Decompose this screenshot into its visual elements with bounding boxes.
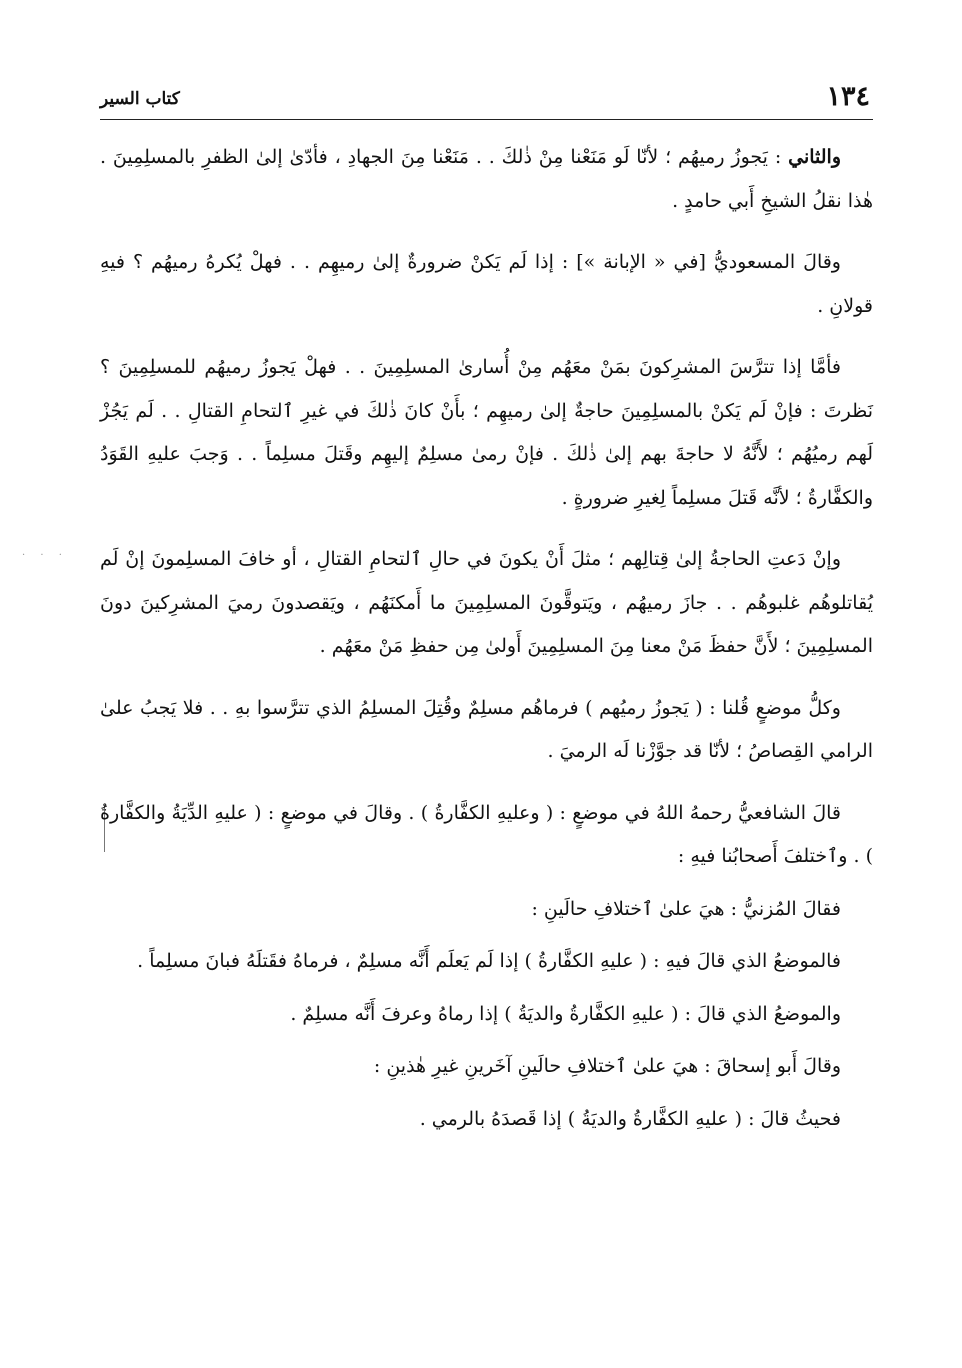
page-number: ١٣٤ xyxy=(826,81,870,112)
paragraph: فقالَ المُزنيُّ : هيَ علىٰ ٱختلافِ حالَينِ : xyxy=(531,897,841,920)
paragraph: وقالَ أَبو إسحاقَ : هيَ علىٰ ٱختلافِ حالَينِ آخَرينِ غيرِ هٰذينِ : xyxy=(373,1055,841,1077)
running-title: كتاب السير xyxy=(100,89,180,109)
paragraph: والموضعُ الذي قالَ : ( عليهِ الكفَّارةُ والديَةُ ) إذا رماهُ وعرفَ أَنَّه مسلِمٌ . xyxy=(290,1002,841,1025)
paragraph: فحيثُ قالَ : ( عليهِ الكفَّارةُ والديَةُ ) إذا قَصدَهُ بالرمي . xyxy=(419,1107,841,1130)
paragraph: فأمَّا إذا تترَّسَ المشرِكونَ بمَنْ معَهُم مِنْ أُسارىٰ المسلِمِينَ . . فهلْ يَجوزُ رميهُم للمسلِمِينَ ؟ نَظرتَ : فإنْ لَم يَكنْ بالمسلِمِينَ حاجةٌ إلىٰ رميهِم ؛ بأَنْ كانَ ذٰلكَ في غيرِ ٱلتحامِ القتالِ . . لَم يَجُزْ لَهم رميُهُم ؛ لأَنَّهُ لا حاجةَ بهم إلىٰ ذٰلكَ . فإنْ رمىٰ مسلِمٌ إليهِم وقَتلَ مسلِماً . . وَجبَ عليهِ القَوَدُ والكفَّارةُ ؛ لأنَّه قَتلَ مسلِماً لِغيرِ ضرورةٍ . xyxy=(100,356,873,509)
paragraph xyxy=(100,136,873,223)
paragraph: وكلُّ موضعٍ قُلنا : ( يَجوزُ رميُهم ) فرماهُم مسلِمٌ وقُتِلَ المسلِمُ الذي تترَّسوا بهِ . . فلا يَجبُ علىٰ الرامي القِصاصُ ؛ لأنّا قد جوَّزْنا لَه الرميَ . xyxy=(100,696,873,762)
paragraph: فالموضعُ الذي قالَ فيهِ : ( عليهِ الكفَّارةُ ) إذا لَم يَعلَم أَنَّه مسلِمٌ ، فرماهُ فقَتلَهُ فبانَ مسلِماً . xyxy=(137,950,841,972)
body-text xyxy=(100,136,873,1150)
paragraph-lead: والثاني xyxy=(788,146,841,168)
header-rule xyxy=(100,119,873,120)
paragraph-text: : يَجوزُ رميهُم ؛ لأنّا لَو مَنَعْنا مِنْ ذٰلكَ . . مَنَعْنا مِنَ الجهادِ ، فأدّىٰ إلىٰ الظفرِ بالمسلِمِينَ . هٰذا نقلُ الشيخِ أَبي حامدٍ . xyxy=(100,146,873,212)
scan-artifact: · · · xyxy=(22,550,68,561)
page-header xyxy=(100,82,870,116)
paragraph: وإنْ دَعتِ الحاجةُ إلىٰ قِتالِهم ؛ مثلَ أَنْ يكونَ في حالِ ٱلتحامِ القتالِ ، أو خافَ المسلِمونَ إنْ لَم يُقاتلوهُم غلبوهُم . . جازَ رميهُم ، ويَتوقَّونَ المسلِمِينَ ما أَمكنَهُم ، ويَقصدونَ رميَ المشرِكينَ دونَ المسلِمِينَ ؛ لأَنَّ حفظَ مَنْ معنا مِنَ المسلِمِينَ أَولىٰ مِن حفظِ مَنْ معَهُم . xyxy=(100,548,873,657)
paragraph: قالَ الشافعيُّ رحمهُ اللهُ في موضعٍ : ( وعليهِ الكفَّارةُ ) . وقالَ في موضعٍ : ( عليهِ الدِّيَةُ والكفَّارةُ ) . وٱختلفَ أَصحابُنا فيهِ : xyxy=(100,801,873,867)
paragraph: وقالَ المسعوديُّ [في « الإبانة »] : إذا لَم يَكنْ ضرورةٌ إلىٰ رميهِم . . فهلْ يُكرهُ رميهُم ؟ فيهِ قولانِ . xyxy=(100,251,873,317)
